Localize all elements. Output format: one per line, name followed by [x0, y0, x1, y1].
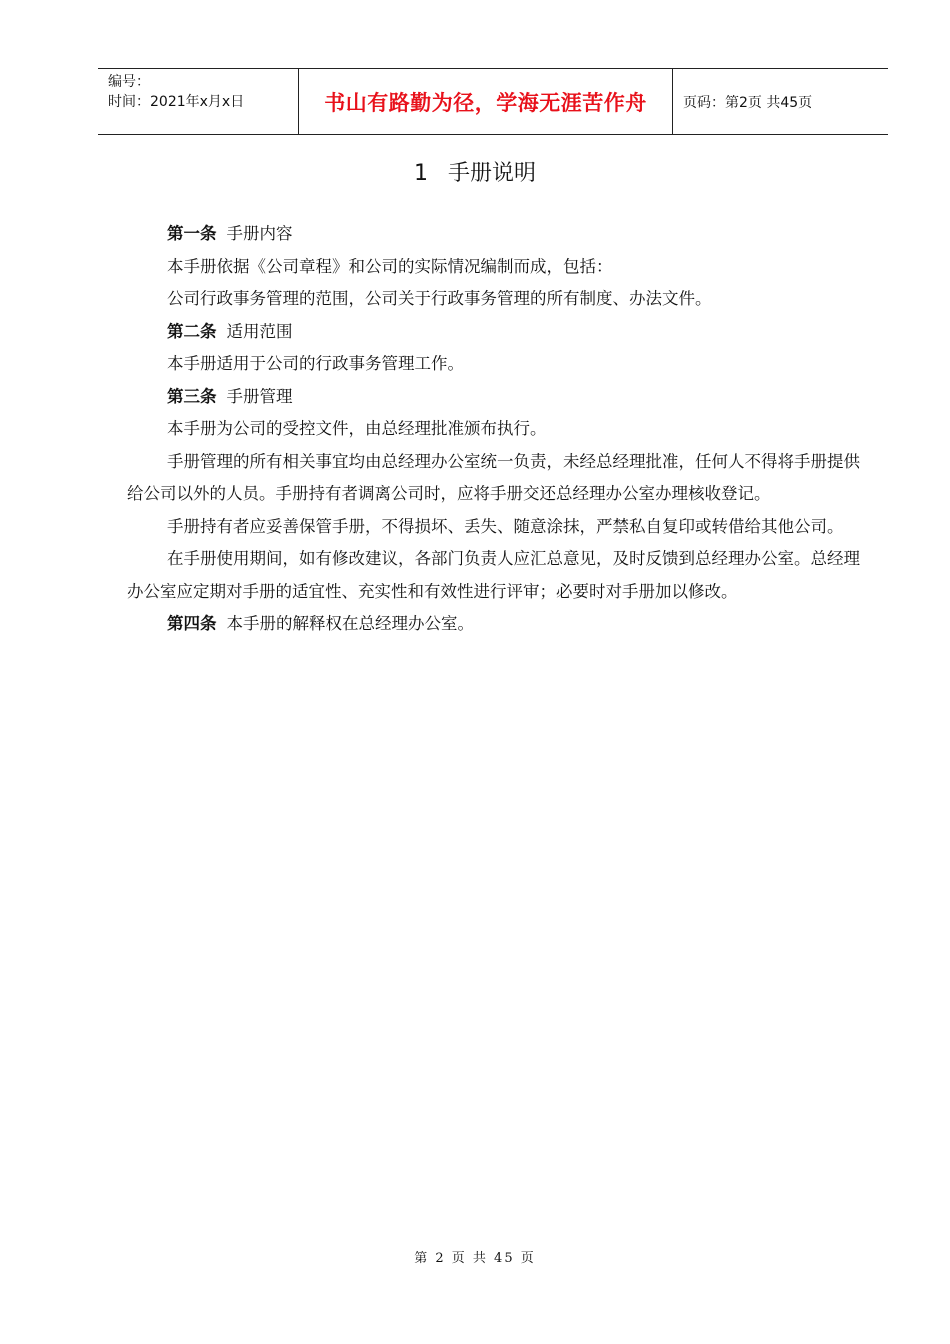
page-footer: 第 2 页 共 45 页: [414, 1251, 536, 1266]
article-label: 第三条: [167, 386, 217, 406]
article-4-heading: [127, 608, 860, 641]
document-number-label: 编号：: [108, 74, 150, 90]
header-page-info: 页码：第2页 共45页: [683, 94, 813, 111]
header-meta-cell: [98, 69, 299, 134]
article-title: 手册内容: [226, 224, 293, 243]
paragraph: 公司行政事务管理的范围，公司关于行政事务管理的所有制度、办法文件。: [167, 289, 712, 308]
article-3-heading: [127, 381, 860, 414]
paragraph: 手册持有者应妥善保管手册，不得损坏、丢失、随意涂抹，严禁私自复印或转借给其他公司。: [167, 516, 844, 536]
header-motto: 书山有路勤为径，学海无涯苦作舟: [299, 69, 673, 134]
section-title-text: 手册说明: [447, 161, 536, 186]
article-label: 第一条: [167, 224, 217, 243]
article-label: 第二条: [167, 321, 217, 341]
article-title: 手册管理: [226, 386, 293, 406]
article-title: 适用范围: [226, 321, 293, 341]
paragraph: 在手册使用期间，如有修改建议，各部门负责人应汇总意见，及时反馈到总经理办公室。总经理办公室应定期对手册的适宜性、充实性和有效性进行评审；必要时对手册加以修改。: [127, 549, 860, 601]
article-text: 本手册的解释权在总经理办公室。: [226, 614, 474, 633]
paragraph: 手册管理的所有相关事宜均由总经理办公室统一负责，未经总经理批准，任何人不得将手册提供给公司以外的人员。手册持有者调离公司时，应将手册交还总经理办公室办理核收登记。: [127, 451, 860, 503]
section-number: 1: [413, 161, 428, 186]
document-body: [127, 218, 860, 641]
document-time-label: 时间：2021年x月x日: [108, 94, 245, 110]
article-label: 第四条: [167, 614, 217, 633]
page-header: [98, 68, 888, 135]
paragraph: 本手册依据《公司章程》和公司的实际情况编制而成，包括：: [167, 256, 613, 276]
article-1-heading: [127, 218, 860, 251]
section-title: [0, 158, 950, 190]
paragraph: 本手册为公司的受控文件，由总经理批准颁布执行。: [167, 419, 547, 438]
paragraph: 本手册适用于公司的行政事务管理工作。: [167, 354, 464, 373]
article-2-heading: [127, 316, 860, 349]
